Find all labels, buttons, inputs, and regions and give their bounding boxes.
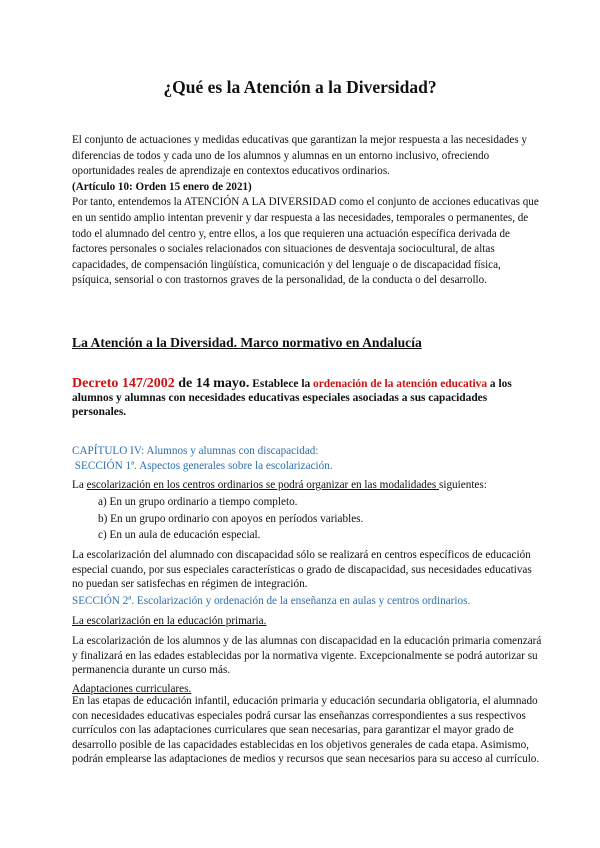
decreto-paragraph	[72, 377, 542, 419]
modalidades-intro	[72, 478, 542, 493]
primaria-heading: La escolarización en la educación primaria.	[72, 615, 267, 627]
decreto-date: de 14 mayo.	[174, 376, 250, 391]
intro-section	[72, 133, 542, 289]
decreto-highlight: ordenación de la atención educativa	[313, 378, 488, 390]
modalidades-prefix: La	[72, 479, 87, 491]
intro-reference: (Artículo 10: Orden 15 enero de 2021)	[72, 180, 252, 193]
capitulo-title: CAPÍTULO IV: Alumnos y alumnas con discapacidad:	[72, 445, 319, 457]
adaptaciones-paragraph: En las etapas de educación infantil, educación primaria y educación secundaria obligatoria, el alumnado con necesidades educativas especiales podrá cursar las enseñanzas correspondientes a sus respectivos currículos con las adaptaciones curriculares que sean necesarias, para garantizar el mayor grado de desarrollo posible de las capacidades establecidas en los objetivos generales de cada etapa. Asimismo, podrán emplearse las adaptaciones de medios y recursos que sean necesarios para su acceso al currículo.	[72, 695, 540, 765]
list-item: a) En un grupo ordinario a tiempo completo.	[98, 496, 298, 508]
seccion-1-title: SECCIÓN 1ª. Aspectos generales sobre la escolarización.	[72, 459, 333, 472]
page-title: ¿Qué es la Atención a la Diversidad?	[163, 77, 437, 97]
seccion-2-title: SECCIÓN 2ª. Escolarización y ordenación de la enseñanza en aulas y centros ordinarios.	[72, 595, 471, 607]
section-heading: La Atención a la Diversidad. Marco normativo en Andalucía	[72, 335, 422, 350]
decreto-text-2: a los alumnos y alumnas con necesidades educativas especiales asociadas a sus capacidades personales.	[72, 378, 512, 418]
modalidades-suffix: siguientes:	[439, 479, 487, 491]
modalidades-list	[98, 494, 363, 544]
primaria-paragraph: La escolarización de los alumnos y de las alumnas con discapacidad en la educación primaria comenzará y finalizará en las edades establecidas por la normativa vigente. Excepcionalmente se podrá autorizar su permanencia durante un curso más.	[72, 635, 542, 676]
intro-paragraph-2: Por tanto, entendemos la ATENCIÓN A LA DIVERSIDAD como el conjunto de acciones educativas que en un sentido amplio intentan prevenir y dar respuesta a las necesidades, temporales o permanentes, de todo el alumnado del centro y, entre ellos, a los que requieren una actuación específica derivada de factores personales o sociales relacionados con situaciones de desventaja sociocultural, de altas capacidades, de compensación lingüística, comunicación y del lenguaje o de discapacidad física, psíquica, sensorial o con trastornos graves de la personalidad, de la conducta o del desarrollo.	[72, 196, 539, 287]
intro-paragraph: El conjunto de actuaciones y medidas educativas que garantizan la mejor respuesta a las necesidades y diferencias de todos y cada uno de los alumnos y alumnas en un entorno inclusivo, ofreciendo oportunidades reales de aprendizaje en contextos educativos ordinarios.	[72, 134, 527, 178]
list-item: b) En un grupo ordinario con apoyos en períodos variables.	[98, 512, 364, 525]
decreto-name: Decreto 147/2002	[72, 376, 175, 391]
list-item: c) En un aula de educación especial.	[98, 529, 261, 541]
centros-especificos-paragraph: La escolarización del alumnado con discapacidad sólo se realizará en centros específicos de educación especial cuando, por sus especiales características o grado de discapacidad, sus necesidades educativas no puedan ser satisfechas en régimen de integración.	[72, 549, 532, 590]
adaptaciones-heading: Adaptaciones curriculares.	[72, 683, 192, 695]
capitulo-block	[72, 444, 333, 473]
decreto-text: Establece la	[249, 378, 314, 390]
modalidades-underlined: escolarización en los centros ordinarios se podrá organizar en las modalidades	[86, 479, 439, 491]
